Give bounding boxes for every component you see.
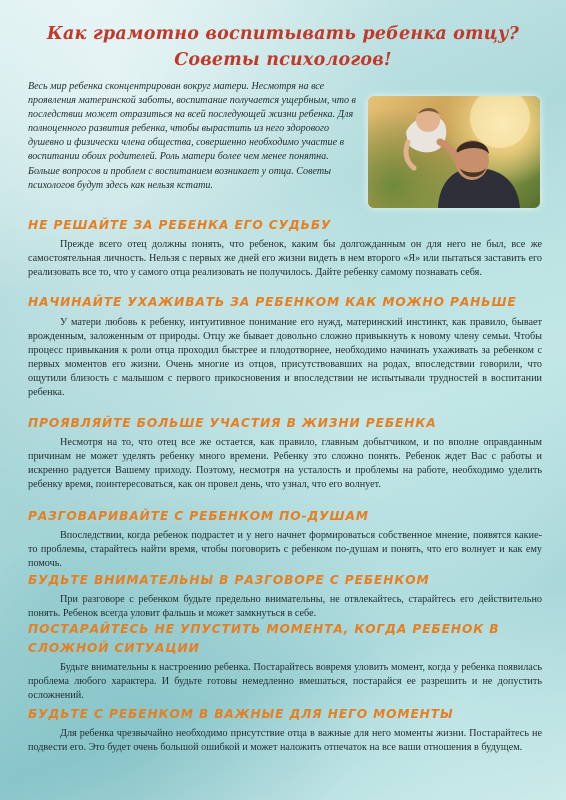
section-paragraph: Для ребенка чрезвычайно необходимо присутствие отца в важные для него моменты жизни. Постарайтесь не подвести его. Это будет очень большой ошибкой и может наложить отпечаток на все ваши отношения в будущем. bbox=[28, 728, 542, 753]
section-paragraph: Прежде всего отец должны понять, что ребенок, каким бы долгожданным он для него не был, все же самостоятельная личность. Нельзя с первых же дней его жизни видеть в нем второго «Я» или пытаться заставить его реализовать все то, что у самого отца реализовать не получилось. Дайте ребенку самому познавать себя. bbox=[28, 239, 542, 278]
section-heading: ПРОЯВЛЯЙТЕ БОЛЬШЕ УЧАСТИЯ В ЖИЗНИ РЕБЕНКА bbox=[28, 416, 437, 430]
section-heading: НЕ РЕШАЙТЕ ЗА РЕБЕНКА ЕГО СУДЬБУ bbox=[28, 218, 332, 232]
section-paragraph: У матери любовь к ребенку, интуитивное понимание его нужд, материнский инстинкт, как правило, бывает врожденным, заложенным от природы. Отцу же бывает довольно сложно привыкнуть к новому члену семьи. Чтобы процесс привыкания к роли отца проходил быстрее и плодотворнее, необходимо начинать ухаживать за ребенком с первых моментов его жизни. Очень многие из отцов, присутствовавших на родах, впоследствии говорили, что ощутили близость с малышом с первого прикосновения и впоследствии не испытывали трудностей в воспитании ребенка. bbox=[28, 317, 542, 398]
father-child-illustration bbox=[368, 96, 540, 208]
section-heading: РАЗГОВАРИВАЙТЕ С РЕБЕНКОМ ПО-ДУШАМ bbox=[28, 509, 369, 523]
section-paragraph: Несмотря на то, что отец все же остается, как правило, главным добытчиком, и по вполне оправданным причинам не может уделять ребенку много времени. Ребенку это сложно понять. Ребенок ждет Вас с работы и искренно радуется Вашему приходу. Поэтому, несмотря на усталость и проблемы на работе, необходимо уделить ребенку время, поинтересоваться, как он провел день, что узнал, что его волнует. bbox=[28, 437, 542, 490]
page-subtitle: Советы психологов! bbox=[174, 50, 392, 70]
section-heading: БУДЬТЕ ВНИМАТЕЛЬНЫ В РАЗГОВОРЕ С РЕБЕНКОМ bbox=[28, 573, 430, 587]
section-paragraph: Впоследствии, когда ребенок подрастет и у него начнет формироваться собственное мнение, появятся какие-то проблемы, старайтесь найти время, чтобы поговорить с ребенком по-душам и понять, что его волнует и как ему помочь. bbox=[28, 530, 542, 569]
section-heading: БУДЬТЕ С РЕБЕНКОМ В ВАЖНЫЕ ДЛЯ НЕГО МОМЕНТЫ bbox=[28, 707, 454, 721]
father-child-photo bbox=[368, 96, 540, 208]
section-paragraph: Будьте внимательны к настроению ребенка. Постарайтесь вовремя уловить момент, когда у ребенка появилась проблема любого характера. И будьте готовы немедленно вмешаться, постарайся ее разрешить и не допустить осложнений. bbox=[28, 662, 542, 701]
section-heading: ПОСТАРАЙТЕСЬ НЕ УПУСТИТЬ МОМЕНТА, КОГДА РЕБЕНОК В СЛОЖНОЙ СИТУАЦИИ bbox=[28, 622, 500, 655]
section-paragraph: При разговоре с ребенком будьте предельно внимательны, не отвлекайтесь, старайтесь его действительно понять. Ребенок всегда уловит фальшь и может замкнуться в себе. bbox=[28, 594, 542, 619]
page-title: Как грамотно воспитывать ребенка отцу? bbox=[46, 24, 520, 44]
section-heading: НАЧИНАЙТЕ УХАЖИВАТЬ ЗА РЕБЕНКОМ КАК МОЖНО РАНЬШЕ bbox=[28, 295, 517, 309]
intro-paragraph: Весь мир ребенка сконцентрирован вокруг матери. Несмотря на все проявления материнской заботы, воспитание получается ущербным, что в последствии может отразиться на всей последующей жизни ребенка. Для полноценного развития ребенка, чтобы вырастить из него здорового душевно и физически члена общества, совершенно необходимо участие в воспитании обоих родителей. Роль матери более чем менее понятна. Больше вопросов и проблем с воспитанием возникает у отца. Советы психологов будут здесь как нельзя кстати. bbox=[28, 81, 356, 191]
